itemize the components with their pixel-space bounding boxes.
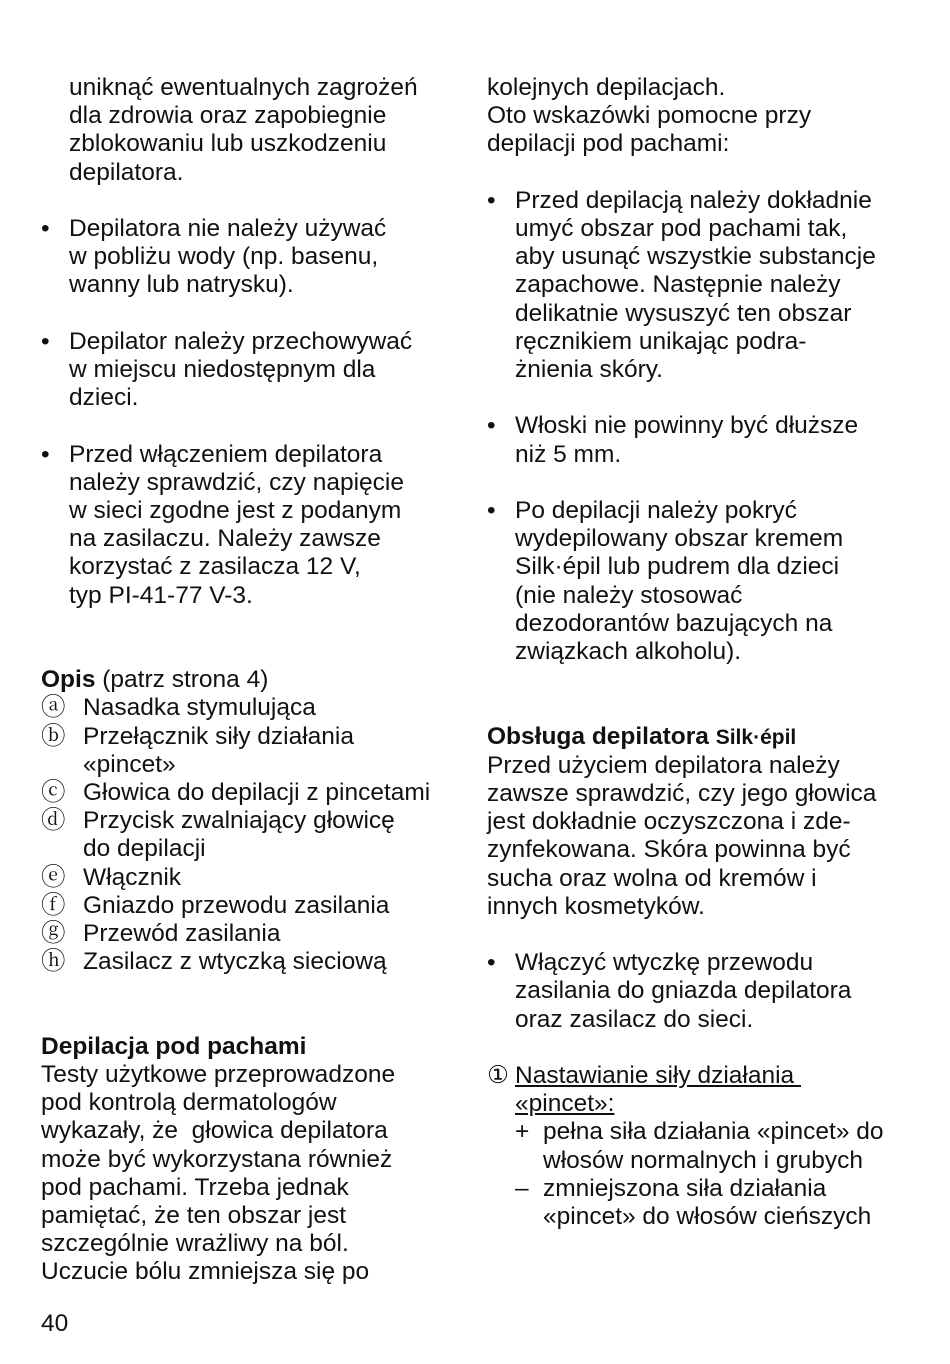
text-line: Przełącznik siły działania: [83, 722, 354, 750]
bullet-icon: •: [487, 412, 496, 440]
circled-letter-a-icon: ⓐ: [41, 694, 66, 722]
step-title: Nastawianie siły działania: [515, 1062, 801, 1090]
text-line: zynfekowana. Skóra powinna być: [487, 836, 851, 864]
brand-name: Silk·épil: [715, 725, 797, 749]
text-line: umyć obszar pod pachami tak,: [515, 215, 848, 242]
bullet-icon: •: [487, 949, 496, 977]
text-line: «pincet»: [83, 750, 176, 778]
text-line: w sieci zgodne jest z podanym: [69, 497, 402, 524]
bullet-item: [41, 328, 451, 413]
left-column: [41, 74, 451, 1287]
text-line: wydepilowany obszar kremem: [515, 525, 844, 553]
parts-list-item: [41, 723, 451, 779]
text-line: innych kosmetyków.: [487, 892, 705, 920]
parts-list-item: [41, 948, 451, 976]
bullet-icon: •: [41, 440, 50, 468]
circled-letter-h-icon: ⓗ: [41, 948, 66, 976]
text-line: w pobliżu wody (np. basenu,: [69, 243, 379, 271]
text-line: (nie należy stosować: [515, 581, 743, 609]
text-line: typ PI-41-77 V-3.: [69, 581, 253, 609]
parts-list-item: [41, 807, 451, 863]
text-line: «pincet» do włosów cieńszych: [543, 1203, 872, 1231]
text-line: do depilacji: [83, 835, 206, 863]
step-title: «pincet»:: [515, 1090, 615, 1118]
bullet-item: [487, 949, 907, 1034]
bullet-item: [487, 497, 907, 666]
text-line: na zasilaczu. Należy zawsze: [69, 525, 381, 553]
parts-list-item: [41, 892, 451, 920]
circled-letter-g-icon: ⓖ: [41, 920, 66, 948]
text-line: depilatora.: [69, 158, 184, 186]
step-item: [487, 1062, 907, 1118]
text-line: Zasilacz z wtyczką sieciową: [83, 948, 387, 976]
bullet-icon: •: [487, 186, 496, 214]
text-line: niż 5 mm.: [515, 440, 622, 468]
bullet-item: [487, 412, 907, 468]
section-title: Obsługa depilatora: [487, 722, 716, 750]
text-line: zasilania do gniazda depilatora: [515, 977, 852, 1005]
text-line: jest dokładnie oczyszczona i zde-: [487, 808, 851, 836]
text-line: dzieci.: [69, 384, 139, 412]
text-line: zawsze sprawdzić, czy jego głowica: [487, 780, 877, 808]
text-line: wanny lub natrysku).: [69, 271, 294, 299]
parts-list-item: [41, 864, 451, 892]
intro-paragraph: [487, 74, 907, 159]
circled-letter-e-icon: ⓔ: [41, 863, 66, 891]
text-line: Głowica do depilacji z pincetami: [83, 779, 431, 807]
text-line: Uczucie bólu zmniejsza się po: [41, 1258, 370, 1286]
circled-letter-d-icon: ⓓ: [41, 807, 66, 835]
bullet-icon: •: [41, 215, 50, 242]
text-line: Po depilacji należy pokryć: [515, 497, 797, 524]
text-line: zblokowaniu lub uszkodzeniu: [69, 130, 387, 158]
depilacja-heading: Depilacja pod pachami: [41, 1032, 307, 1060]
obsluga-paragraph: [487, 752, 907, 921]
step-option: [487, 1175, 907, 1231]
text-line: Przed depilacją należy dokładnie: [515, 186, 872, 214]
text-line: Oto wskazówki pomocne przy: [487, 102, 812, 130]
text-line: Depilatora nie należy używać: [69, 215, 387, 242]
text-line: ręcznikiem unikając podra-: [515, 327, 807, 355]
parts-list-item: [41, 694, 451, 722]
text-line: wykazały, że głowica depilatora: [41, 1117, 388, 1145]
plus-icon: +: [515, 1118, 530, 1146]
text-line: Silk·épil lub pudrem dla dzieci: [515, 553, 840, 581]
bullet-icon: •: [487, 497, 496, 524]
text-line: Testy użytkowe przeprowadzone: [41, 1061, 396, 1089]
text-line: żnienia skóry.: [515, 356, 663, 384]
circled-letter-f-icon: ⓕ: [41, 891, 66, 919]
page-reference: (patrz strona 4): [95, 666, 269, 694]
text-line: Włączyć wtyczkę przewodu: [515, 949, 814, 977]
circled-letter-b-icon: ⓑ: [41, 722, 66, 750]
obsluga-heading: [487, 723, 907, 752]
text-line: szczególnie wrażliwy na ból.: [41, 1230, 349, 1258]
text-line: Gniazdo przewodu zasilania: [83, 891, 390, 919]
section-title: Opis: [41, 666, 96, 694]
text-line: Włoski nie powinny być dłuższe: [515, 412, 859, 440]
text-line: może być wykorzystana również: [41, 1145, 393, 1173]
bullet-item: [487, 187, 907, 384]
text-line: Nasadka stymulująca: [83, 694, 316, 722]
parts-list-item: [41, 920, 451, 948]
step-option: [487, 1118, 907, 1174]
text-line: Przed włączeniem depilatora: [69, 440, 383, 468]
text-line: Przewód zasilania: [83, 920, 281, 948]
text-line: depilacji pod pachami:: [487, 130, 730, 158]
text-line: Depilator należy przechowywać: [69, 327, 413, 355]
minus-icon: –: [515, 1174, 529, 1202]
text-line: sucha oraz wolna od kremów i: [487, 864, 817, 892]
opis-heading: [41, 666, 451, 694]
text-line: kolejnych depilacjach.: [487, 74, 726, 101]
page-number: 40: [41, 1310, 69, 1337]
text-line: aby usunąć wszystkie substancje: [515, 243, 876, 271]
text-line: dezodorantów bazujących na: [515, 609, 833, 637]
depilacja-paragraph: [41, 1061, 451, 1287]
text-line: delikatnie wysuszyć ten obszar: [515, 299, 852, 327]
text-line: zapachowe. Następnie należy: [515, 271, 841, 299]
circled-letter-c-icon: ⓒ: [41, 779, 66, 807]
text-line: korzystać z zasilacza 12 V,: [69, 553, 361, 581]
circled-number-one-icon: ①: [487, 1062, 509, 1090]
text-line: Przycisk zwalniający głowicę: [83, 807, 395, 835]
text-line: pełna siła działania «pincet» do: [543, 1118, 884, 1146]
text-line: dla zdrowia oraz zapobiegnie: [69, 102, 387, 130]
text-line: w miejscu niedostępnym dla: [69, 356, 376, 383]
text-line: włosów normalnych i grubych: [543, 1146, 863, 1174]
text-line: pod pachami. Trzeba jednak: [41, 1173, 349, 1201]
bullet-item: [41, 441, 451, 610]
right-column: [487, 74, 907, 1231]
intro-paragraph: [41, 74, 451, 187]
text-line: należy sprawdzić, czy napięcie: [69, 468, 404, 496]
text-line: pod kontrolą dermatologów: [41, 1089, 337, 1117]
text-line: pamiętać, że ten obszar jest: [41, 1202, 347, 1230]
text-line: uniknąć ewentualnych zagrożeń: [69, 74, 418, 101]
text-line: zmniejszona siła działania: [543, 1174, 827, 1202]
text-line: Włącznik: [83, 863, 182, 891]
bullet-item: [41, 215, 451, 300]
bullet-icon: •: [41, 327, 50, 355]
text-line: związkach alkoholu).: [515, 638, 742, 666]
text-line: oraz zasilacz do sieci.: [515, 1005, 754, 1033]
parts-list-item: [41, 779, 451, 807]
text-line: Przed użyciem depilatora należy: [487, 751, 840, 779]
